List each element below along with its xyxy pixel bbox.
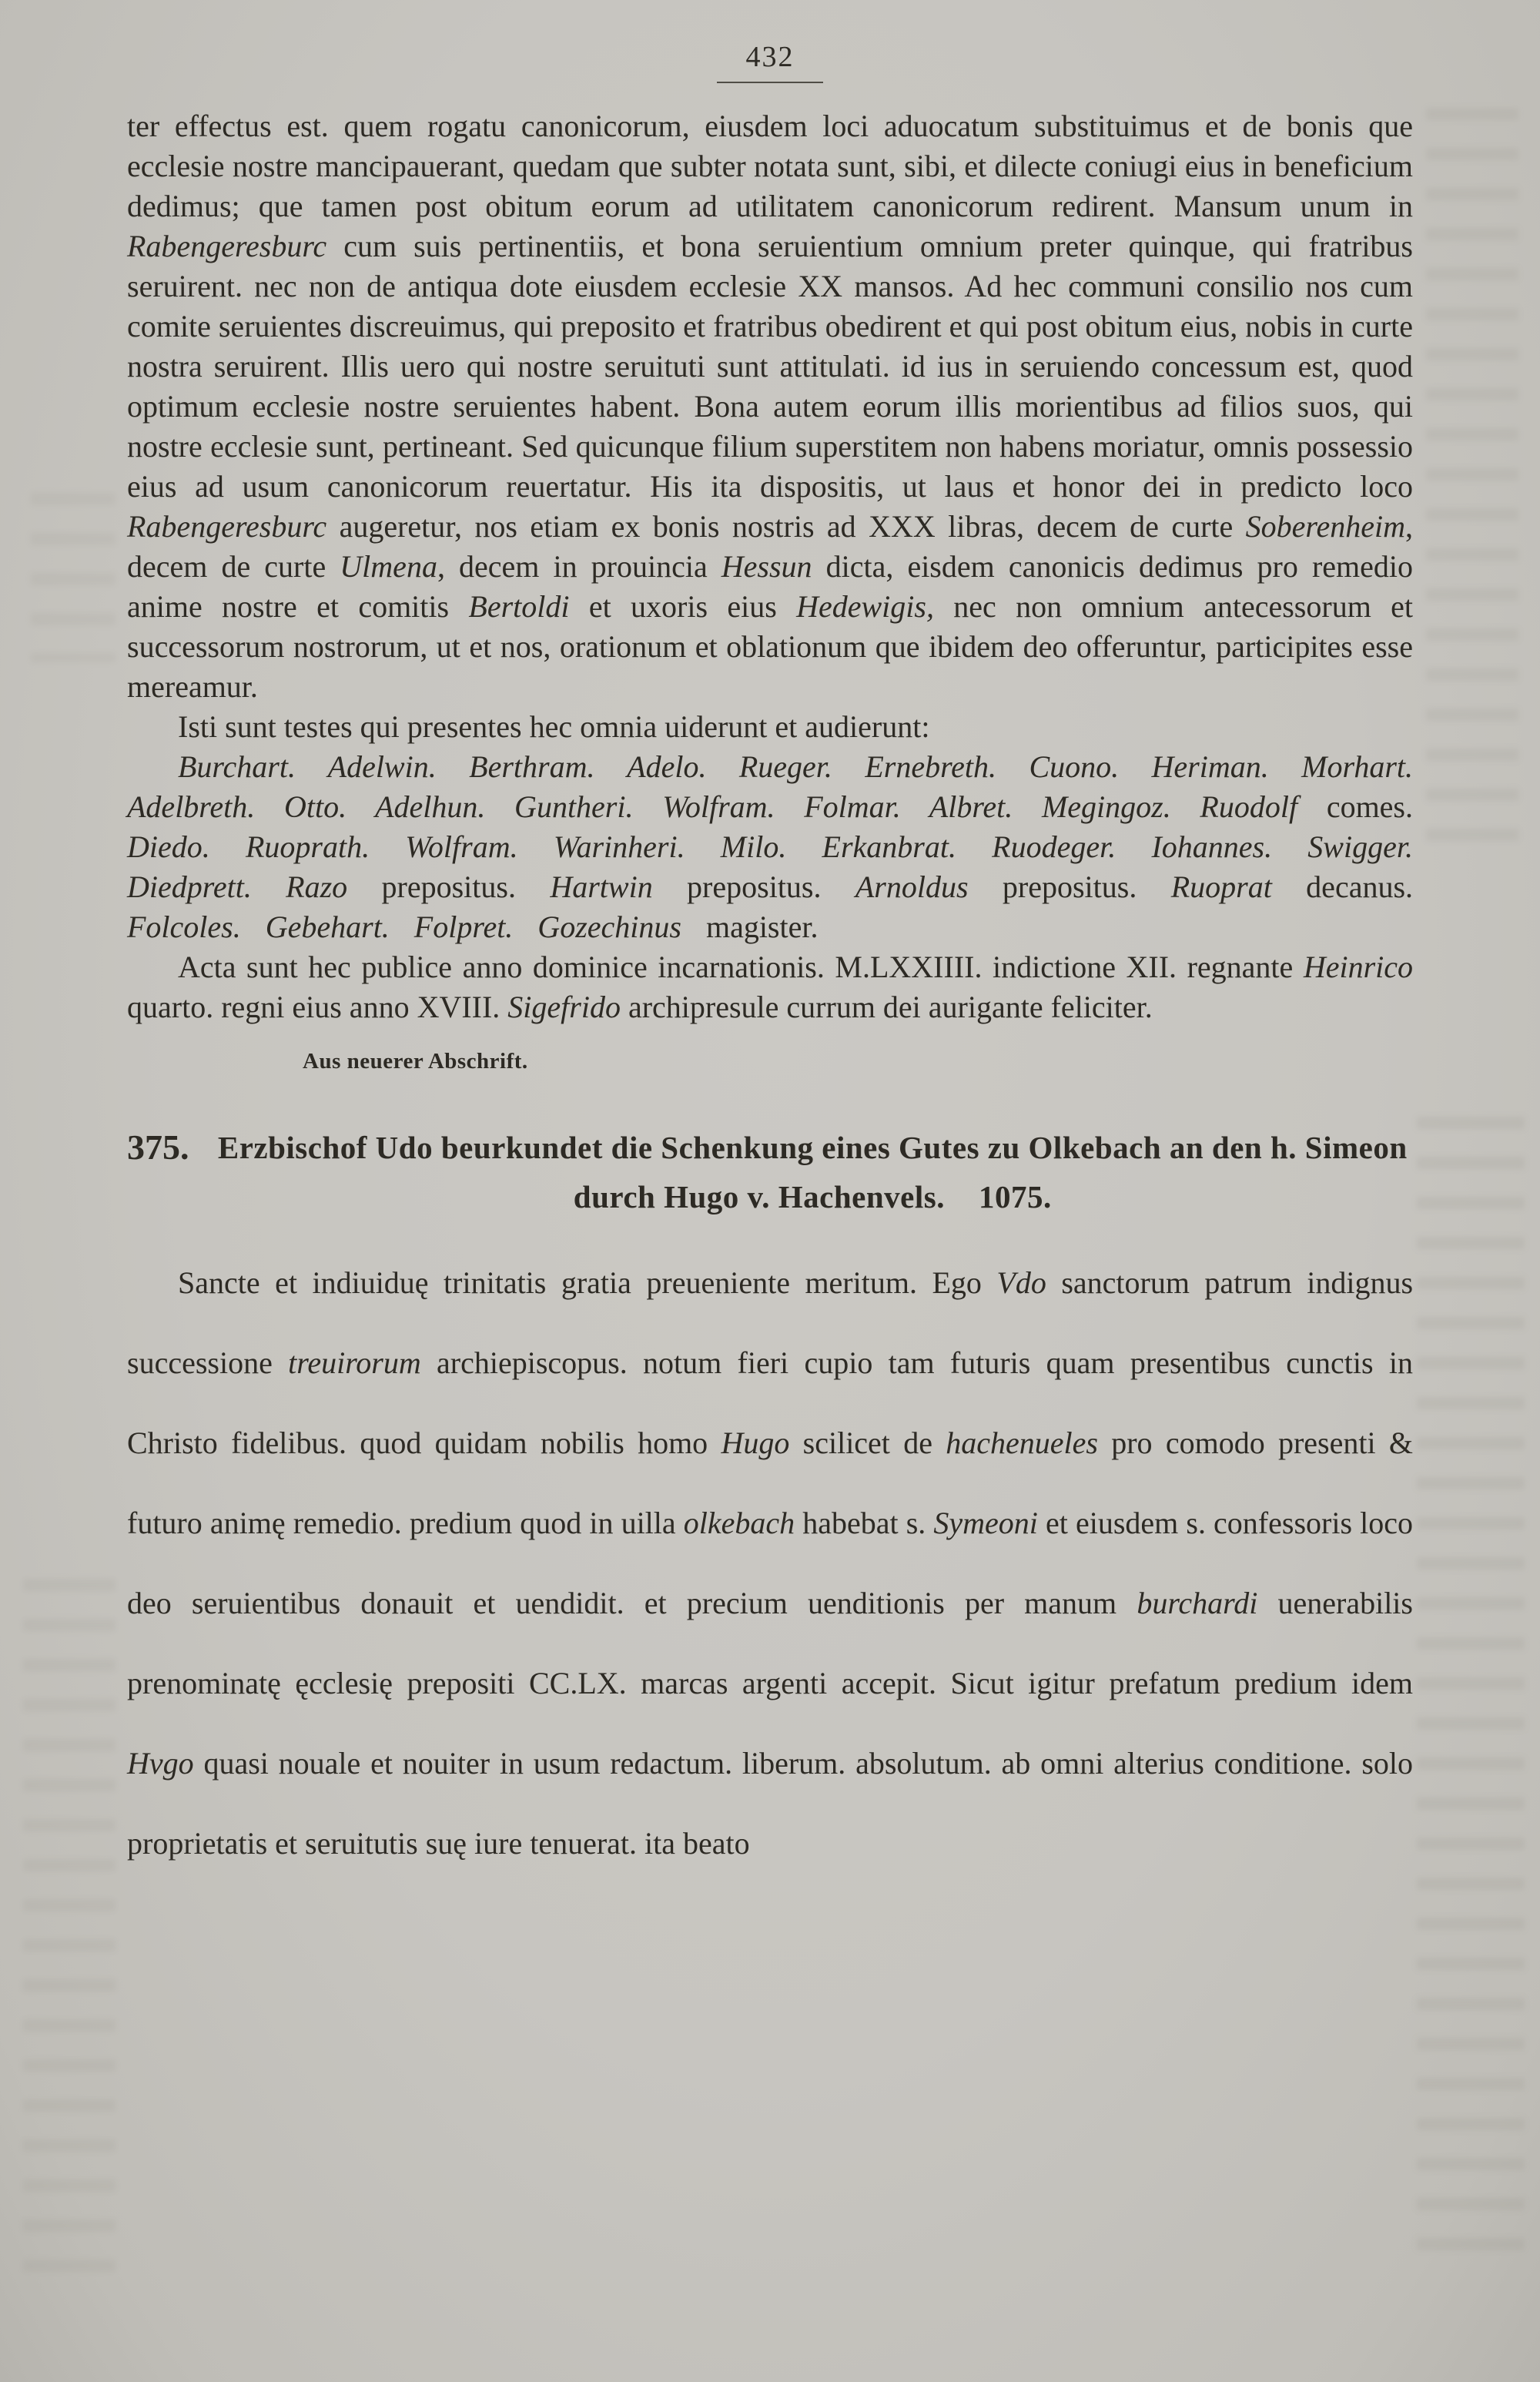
proper-name-italic: Sigefrido bbox=[507, 990, 621, 1024]
text-run: scilicet de bbox=[789, 1426, 946, 1460]
source-note: Aus neuerer Abschrift. bbox=[303, 1049, 528, 1074]
text-run: Sancte et indiuiduę trinitatis gratia preueniente meritum. Ego bbox=[178, 1265, 997, 1300]
charter-heading-title: Erzbischof Udo beurkundet die Schenkung eines Gutes zu Olkebach an den h. Simeon durch Hugo v. Hachenvels. bbox=[217, 1130, 1408, 1214]
document-body bbox=[127, 106, 1413, 1884]
page-header bbox=[0, 0, 1540, 83]
charter-374-dating-clause bbox=[127, 947, 1413, 1027]
text-run: prepositus. bbox=[968, 869, 1171, 904]
text-run: Acta sunt hec publice anno dominice incarnationis. M.LXXIIII. indictione XII. regnante bbox=[178, 950, 1304, 984]
text-run: cum suis pertinentiis, et bona seruientium omnium preter quinque, qui fratribus seruirent. nec non de antiqua dote eiusdem ecclesie XX mansos. Ad hec communi consilio nos cum comite seruientes discreuimus, qui preposito et fratribus obedirent et qui post obitum eius, nobis in curte nostra seruirent. Illis uero qui nostre seruituti sunt attitulati. id ius in seruiendo concessum est, quod optimum ecclesie nostre seruientes habent. Bona autem eorum illis morientibus ad filios suos, qui nostre ecclesie sunt, pertineant. Sed quicunque filium superstitem non habens moriatur, omnis possessio eius ad usum canonicorum reuertatur. His ita dispositis, ut laus et honor dei in predicto loco bbox=[127, 229, 1413, 504]
text-run: et uxoris eius bbox=[569, 589, 797, 624]
bleedthrough-texture bbox=[1417, 1117, 1525, 2272]
proper-name-italic: Hessun bbox=[721, 549, 812, 584]
charter-heading-text bbox=[213, 1123, 1414, 1221]
proper-name-italic: Arnoldus bbox=[855, 869, 969, 904]
proper-name-italic: burchardi bbox=[1137, 1586, 1258, 1620]
proper-name-italic: Soberenheim bbox=[1245, 509, 1405, 544]
proper-name-italic: Heinrico bbox=[1303, 950, 1413, 984]
text-run: decanus. bbox=[1271, 869, 1414, 904]
text-run: et eiusdem s. confessoris loco deo seruientibus donauit et uendidit. et precium uenditionis per manum bbox=[127, 1506, 1413, 1620]
text-run: pro comodo presenti & futuro animę remedio. predium quod in uilla bbox=[127, 1426, 1413, 1540]
proper-name-italic: Symeoni bbox=[933, 1506, 1038, 1540]
proper-name-italic: Folcoles. Gebehart. Folpret. Gozechinus bbox=[127, 910, 681, 944]
text-run: sanctorum patrum indignus successione bbox=[127, 1265, 1414, 1380]
charter-375-heading bbox=[127, 1123, 1413, 1221]
proper-name-italic: Ulmena bbox=[340, 549, 437, 584]
text-run: comes. bbox=[1297, 789, 1414, 824]
text-run: augeretur, nos etiam ex bonis nostris ad XXX libras, decem de curte bbox=[326, 509, 1246, 544]
text-run: , decem de curte bbox=[127, 509, 1413, 584]
proper-name-italic: Hartwin bbox=[550, 869, 653, 904]
text-run: nec non omnium antecessorum et successorum nostrorum, ut et nos, orationum et oblationum que ibidem deo offeruntur, participites esse mereamur. bbox=[127, 589, 1413, 704]
proper-name-italic: Rabengeresburc bbox=[127, 509, 327, 544]
proper-name-italic: olkebach bbox=[683, 1506, 795, 1540]
witness-intro bbox=[127, 707, 1413, 747]
text-run: habebat s. bbox=[795, 1506, 934, 1540]
proper-name-italic: hachenueles bbox=[946, 1426, 1098, 1460]
text-run: archipresule currum dei aurigante feliciter. bbox=[620, 990, 1153, 1024]
text-run: uenerabilis prenominatę ęcclesię prepositi CC.LX. marcas argenti accepit. Sicut igitur prefatum predium idem bbox=[127, 1586, 1413, 1700]
charter-374-body-paragraph bbox=[127, 106, 1413, 707]
bleedthrough-texture bbox=[23, 1579, 116, 2272]
text-run: archiepiscopus. notum fieri cupio tam futuris quam presentibus cunctis in Christo fidelibus. quod quidam nobilis homo bbox=[127, 1345, 1413, 1460]
witness-list bbox=[127, 747, 1413, 947]
text-run: quarto. regni eius anno XVIII. bbox=[127, 990, 508, 1024]
text-run: quasi nouale et nouiter in usum redactum. liberum. absolutum. ab omni alterius conditione. solo proprietatis et seruitutis suę iure tenuerat. ita beato bbox=[127, 1746, 1413, 1861]
proper-name-italic: Hugo bbox=[721, 1426, 790, 1460]
text-run: prepositus. bbox=[652, 869, 855, 904]
bleedthrough-texture bbox=[1426, 108, 1518, 847]
page-number: 432 bbox=[745, 41, 795, 73]
page-number-rule bbox=[717, 82, 823, 83]
text-run: dicta, eisdem canonicis dedimus pro remedio anime nostre et comitis bbox=[127, 549, 1414, 624]
proper-name-italic: Hedewigis, bbox=[796, 589, 934, 624]
charter-375-body-paragraph bbox=[127, 1243, 1413, 1884]
proper-name-italic: Ruoprat bbox=[1170, 869, 1272, 904]
proper-name-italic: Bertoldi bbox=[468, 589, 570, 624]
text-run: prepositus. bbox=[347, 869, 551, 904]
bleedthrough-texture bbox=[31, 493, 116, 662]
charter-year: 1075. bbox=[978, 1179, 1052, 1214]
proper-name-italic: Vdo bbox=[996, 1265, 1046, 1300]
proper-name-italic: Diedo. Ruoprath. Wolfram. Warinheri. Milo. Erkanbrat. Ruodeger. Iohannes. Swigger. Diedprett. Razo bbox=[127, 829, 1413, 904]
proper-name-italic: Burchart. Adelwin. Berthram. Adelo. Rueger. Ernebreth. Cuono. Heriman. Morhart. Adelbreth. Otto. Adelhun. Guntheri. Wolfram. Folmar. Albret. Megingoz. Ruodolf bbox=[127, 749, 1413, 824]
witness-intro-text: Isti sunt testes qui presentes hec omnia uiderunt et audierunt: bbox=[178, 709, 930, 744]
proper-name-italic: Rabengeresburc bbox=[127, 229, 327, 263]
text-run: , decem in prouincia bbox=[437, 549, 721, 584]
text-run: ter effectus est. quem rogatu canonicorum, eiusdem loci aduocatum substituimus et de bonis que ecclesie nostre mancipauerant, quedam que subter notata sunt, sibi, et dilecte coniugi eius in beneficium dedimus; que tamen post obitum eorum ad utilitatem canonicorum redirent. Mansum unum in bbox=[127, 109, 1413, 223]
proper-name-italic: treuirorum bbox=[288, 1345, 421, 1380]
proper-name-italic: Hvgo bbox=[127, 1746, 194, 1781]
charter-number: 375. bbox=[127, 1127, 189, 1167]
text-run: magister. bbox=[681, 910, 819, 944]
